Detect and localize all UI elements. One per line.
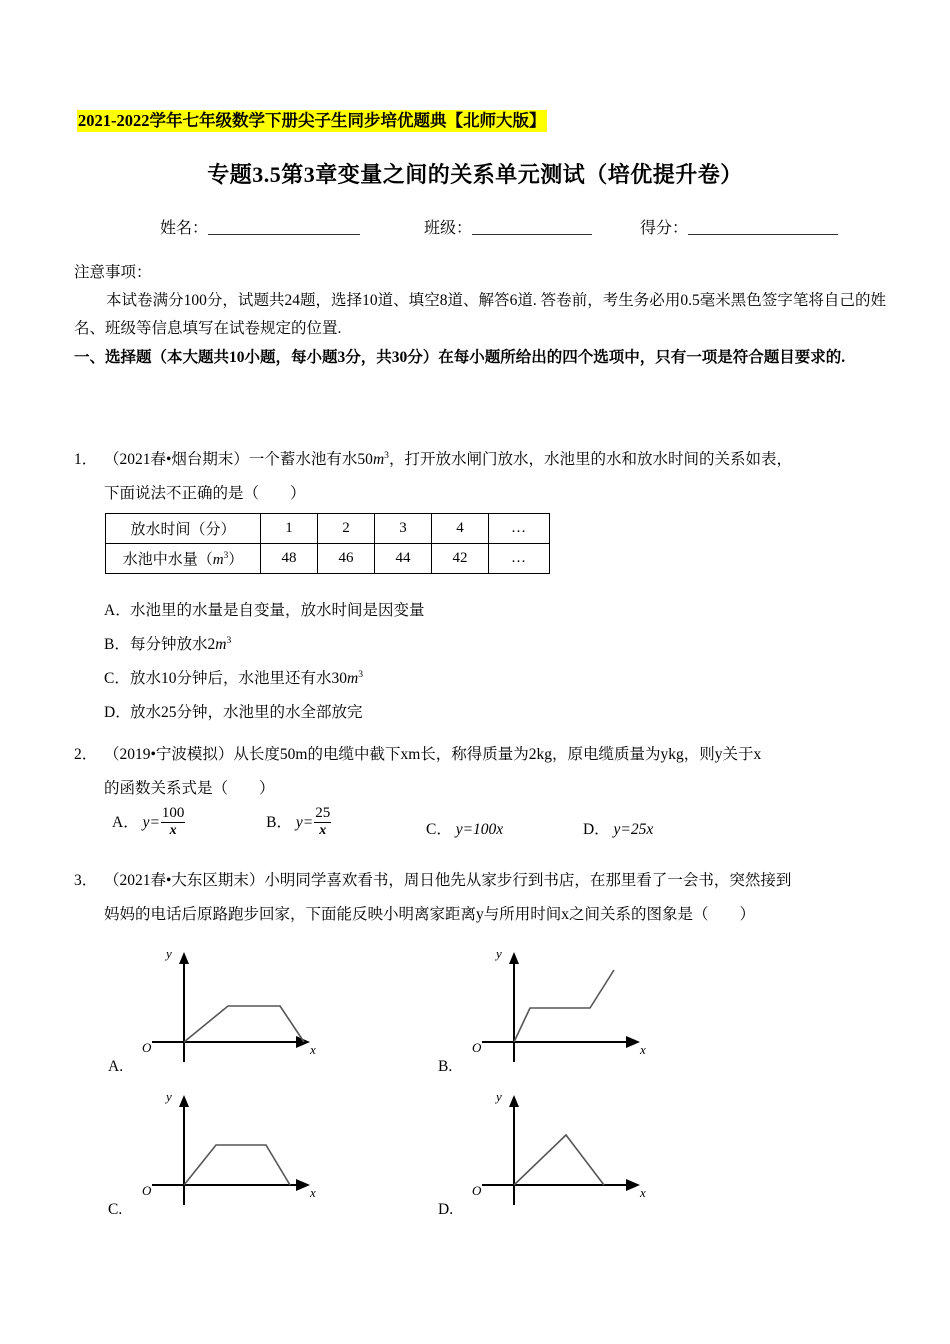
option-lhs: y= [142,813,160,831]
table-cell-ellipsis: … [489,514,550,544]
table-row [106,544,550,574]
option-label: B. [438,1058,453,1075]
option-label: D． [104,704,131,721]
fraction-numerator: 100 [161,805,185,821]
option-unit-exponent: 3 [358,668,364,680]
page-title: 专题3.5第3章变量之间的关系单元测试（培优提升卷） [207,162,743,187]
document-banner [77,107,547,131]
score-label: 得分： [640,220,689,237]
option-label: C． [425,820,452,838]
option-lhs: y= [295,813,314,831]
graph-a-y-axis-label: y [166,946,172,961]
question-3-stem-line1: （2021春•大东区期末）小明同学喜欢看书，周日他先从家步行到书店，在那里看了一会书，突然接到 [104,872,792,889]
option-lhs: y= [613,820,631,838]
graph-c-x-axis-label: x [310,1185,316,1200]
question-1-unit-exponent: 3 [384,449,389,461]
graph-a-origin-label: O [142,1040,152,1055]
question-2-option-b[interactable] [266,806,332,839]
question-2-stem-line1: （2019•宁波模拟）从长度50m的电缆中截下xm长，称得质量为2kg，原电缆质量为ykg，则y关于x [104,746,762,763]
notes-body: 本试卷满分100分，试题共24题，选择10道、填空8道、解答6道. 答卷前，考生务必用0.5毫米黑色签字笔将自己的姓名、班级等信息填写在试卷规定的位置. [74,292,886,337]
fraction-denominator: x [319,822,327,838]
question-3-option-d[interactable] [434,1089,774,1223]
graph-c-y-axis-label: y [166,1089,172,1104]
table-cell: 1 [261,514,318,544]
table-cell: 2 [318,514,375,544]
score-field-group [640,215,838,238]
question-2-options [112,806,912,839]
question-2-stem-line2: 的函数关系式是（ ） [104,780,275,797]
option-text: 水池里的水量是自变量，放水时间是因变量 [130,602,425,619]
question-2-number: 2． [74,746,98,763]
volume-label-post: ） [228,552,244,568]
graph-c-icon [132,1093,352,1213]
question-1-option-c[interactable] [104,662,425,696]
graph-d-y-axis-label: y [496,1089,502,1104]
table-cell: 42 [432,544,489,574]
graph-row-bottom [104,1089,784,1228]
volume-label-unit: m [212,552,224,568]
question-1-option-a[interactable] [104,594,425,628]
option-text-pre: 放水10分钟后，水池里还有水30 [130,670,348,687]
question-1-table [105,513,550,574]
question-2-option-c[interactable] [426,817,503,839]
question-3-option-a[interactable] [104,946,444,1080]
question-1-option-d[interactable] [104,696,425,730]
option-rhs: 100x [473,820,504,838]
question-3-stem [104,864,890,932]
question-3-graph-options [104,946,784,1228]
option-label: D． [582,820,610,838]
table-cell: 46 [318,544,375,574]
question-1-stem-post: ，打开放水闸门放水，水池里的水和放水时间的关系如表， [388,451,792,468]
question-2-option-a[interactable] [112,806,186,839]
option-label: B． [266,813,293,831]
option-rhs: 25x [630,820,654,838]
question-1-options [104,594,425,730]
option-unit: m [347,670,359,687]
question-1-stem-line2: 下面说法不正确的是（ ） [104,485,306,502]
name-field-group [160,215,360,238]
question-1-option-b[interactable] [104,628,425,662]
name-label: 姓名： [160,220,209,237]
graph-b-origin-label: O [472,1040,482,1055]
table-cell: 3 [375,514,432,544]
fraction [161,806,186,839]
question-2-stem [104,738,890,806]
option-text-pre: 每分钟放水2 [130,636,216,653]
graph-c-origin-label: O [142,1183,152,1198]
option-unit-exponent: 3 [226,634,232,646]
option-text: 放水25分钟，水池里的水全部放完 [130,704,363,721]
option-label: A. [108,1058,124,1075]
table-cell: 48 [261,544,318,574]
graph-b-x-axis-label: x [640,1042,646,1057]
graph-a-icon [132,950,352,1070]
question-1-number: 1． [74,451,98,468]
option-label: D. [438,1201,454,1218]
section-heading-multiple-choice: 一、选择题（本大题共10小题，每小题3分，共30分）在每小题所给出的四个选项中，只有一项是符合题目要求的. [74,349,846,366]
option-label: A． [104,602,131,619]
table-row-label-time: 放水时间（分） [106,514,261,544]
question-2-option-d[interactable] [583,817,653,839]
question-1-stem [104,443,890,511]
question-3-option-b[interactable] [434,946,774,1080]
table-cell: 44 [375,544,432,574]
option-label: C. [108,1201,123,1218]
notes-title: 注意事项： [74,264,152,281]
name-input-line[interactable] [208,220,360,235]
question-3-option-c[interactable] [104,1089,444,1223]
student-info-row [160,215,838,238]
question-3-number: 3． [74,872,98,889]
table-row-label-volume [106,544,261,574]
graph-b-icon [462,950,682,1070]
question-1-stem-pre: （2021春•烟台期末）一个蓄水池有水50 [104,451,373,468]
option-label: B． [104,636,130,653]
table-cell: 4 [432,514,489,544]
class-field-group [424,215,592,238]
option-label: A． [112,813,139,831]
graph-d-icon [462,1093,682,1213]
class-label: 班级： [424,220,473,237]
graph-d-origin-label: O [472,1183,482,1198]
option-lhs: y= [455,820,474,838]
graph-a-x-axis-label: x [310,1042,316,1057]
option-label: C． [104,670,130,687]
banner-text: 2021-2022学年七年级数学下册尖子生同步培优题典【北师大版】 [78,111,546,130]
question-3-stem-line2: 妈妈的电话后原路跑步回家，下面能反映小明离家距离y与所用时间x之间关系的图象是（ ） [104,906,756,923]
score-input-line[interactable] [688,220,838,235]
question-1-unit: m [372,451,385,468]
graph-b-y-axis-label: y [496,946,502,961]
volume-label-exponent: 3 [223,551,229,561]
class-input-line[interactable] [472,220,592,235]
table-cell-ellipsis: … [489,544,550,574]
volume-label-pre: 水池中水量（ [122,552,213,568]
option-unit: m [215,636,227,653]
fraction-numerator: 25 [315,805,331,821]
table-row [106,514,550,544]
fraction [314,806,331,839]
graph-d-x-axis-label: x [640,1185,646,1200]
fraction-denominator: x [169,822,177,838]
graph-row-top [104,946,784,1085]
